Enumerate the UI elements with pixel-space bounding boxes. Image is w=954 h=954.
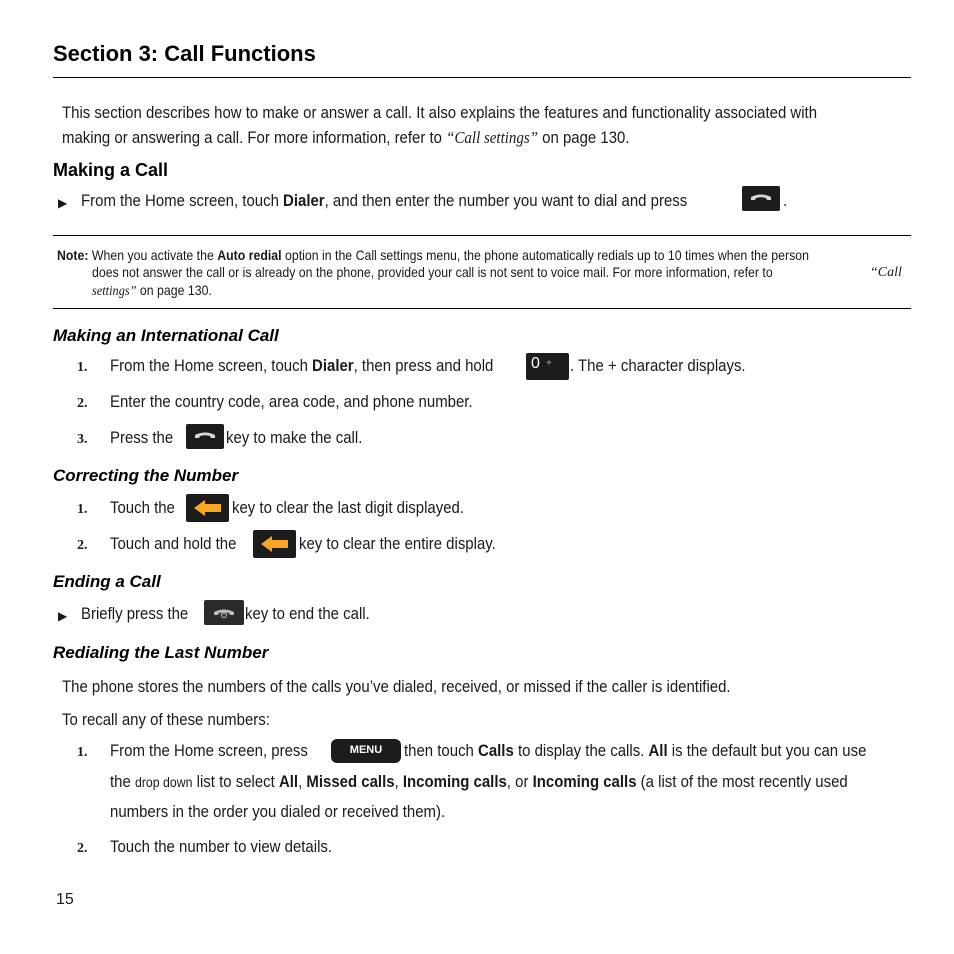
menu-key: MENU (331, 739, 401, 763)
phone-handset-icon (742, 186, 780, 216)
heading-redialing: Redialing the Last Number (53, 643, 269, 662)
call-settings-reference: “Call settings” (446, 128, 538, 147)
correcting-step-1-b: key to clear the last digit displayed. (232, 498, 465, 517)
step-number: 2. (77, 538, 88, 553)
triangle-bullet-icon: ▶ (58, 196, 68, 210)
step-number: 3. (77, 432, 88, 447)
backspace-arrow-icon (253, 530, 296, 563)
redialing-step-1-b: then touch Calls to display the calls. All is the default but you can use (404, 741, 867, 760)
ending-step-a: Briefly press the (81, 604, 189, 623)
zero-plus-key: 0 + (526, 353, 569, 380)
step-number: 1. (77, 360, 88, 375)
heading-international-call: Making an International Call (53, 326, 279, 345)
redialing-step-1-line-2: the drop down list to select All, Missed calls, Incoming calls, or Incoming calls (a list of the most recently used (110, 772, 848, 791)
step-number: 2. (77, 396, 88, 411)
step-number: 2. (77, 841, 88, 856)
heading-ending-call: Ending a Call (53, 572, 161, 591)
heading-making-a-call: Making a Call (53, 160, 169, 180)
section-title: Section 3: Call Functions (53, 41, 316, 66)
note-top-rule (53, 235, 911, 236)
intro-line-1: This section describes how to make or answer a call. It also explains the features and functionality associated with (62, 103, 818, 122)
step-number: 1. (77, 502, 88, 517)
step-number: 1. (77, 745, 88, 760)
note-line-3: settings” on page 130. (92, 282, 212, 299)
international-step-1: From the Home screen, touch Dialer, then press and hold (110, 356, 494, 375)
triangle-bullet-icon: ▶ (58, 609, 68, 623)
international-step-3-b: key to make the call. (226, 428, 363, 447)
international-step-2: Enter the country code, area code, and phone number. (110, 392, 473, 411)
ending-step-b: key to end the call. (245, 604, 370, 623)
heading-correcting-number: Correcting the Number (53, 466, 239, 485)
note-bottom-rule (53, 308, 911, 309)
redialing-step-1-a: From the Home screen, press (110, 741, 308, 760)
phone-handset-icon (186, 424, 224, 454)
title-divider (53, 77, 911, 78)
correcting-step-2-b: key to clear the entire display. (299, 534, 496, 553)
end-call-icon (204, 600, 244, 630)
backspace-arrow-icon (186, 494, 229, 527)
international-step-3-a: Press the (110, 428, 174, 447)
redialing-paragraph-2: To recall any of these numbers: (62, 710, 270, 729)
manual-page: Section 3: Call Functions This section describes how to make or answer a call. It also explains the features and functionality associated with making or answering a call. For more information, refer to “Call settings” on page 130. Making a Call ▶ From the Home screen, touch Dialer, and then enter the number you want to dial and press . Note: When you activate the Auto redial option in the Call settings menu, the phone automatically redials up to 10 times when the person does not answer the call or is already on the phone, provided your call is not sent to voice mail. For more information, refer to “Call settings” on page 130. Making an International Call 1. From the Home screen, touch Dialer, then press and hold 0 + . The + character displays. 2. Enter the country code, area code, and phone number. 3. Press the key to make the call. Correcting the Number 1. Touch the key to clear the last digit displayed. 2. Touch and hold the key to clear the entire display. Ending a Call ▶ Briefly press the key to end the call. Redialing the Last Number The phone stores the numbers of the calls you’ve dialed, received, or missed if the caller is identified. To recall any of these numbers: 1. From the Home screen, press MENU then touch Calls to display the calls. All is the default but you can use the drop down list to select All, Missed calls, Incoming calls, or Incoming calls (a list of the most recently used numbers in the order you dialed or received them). 2. Touch the number to view details. 15 (0, 0, 954, 954)
note-line-2: does not answer the call or is already on the phone, provided your call is not sent to voice mail. For more information, refer to (92, 264, 773, 280)
redialing-step-2: Touch the number to view details. (110, 837, 333, 856)
page-number: 15 (56, 891, 74, 908)
redialing-step-1-line-3: numbers in the order you dialed or received them). (110, 802, 446, 821)
making-call-step: From the Home screen, touch Dialer, and then enter the number you want to dial and press (81, 191, 688, 210)
correcting-step-2-a: Touch and hold the (110, 534, 237, 553)
note-line-1: Note: When you activate the Auto redial option in the Call settings menu, the phone automatically redials up to 10 times when the person (57, 247, 809, 263)
intro-line-2: making or answering a call. For more information, refer to “Call settings” on page 130. (62, 128, 630, 147)
redialing-paragraph-1: The phone stores the numbers of the calls you’ve dialed, received, or missed if the caller is identified. (62, 677, 731, 696)
correcting-step-1-a: Touch the (110, 498, 175, 517)
note-label: Note: (57, 247, 89, 263)
